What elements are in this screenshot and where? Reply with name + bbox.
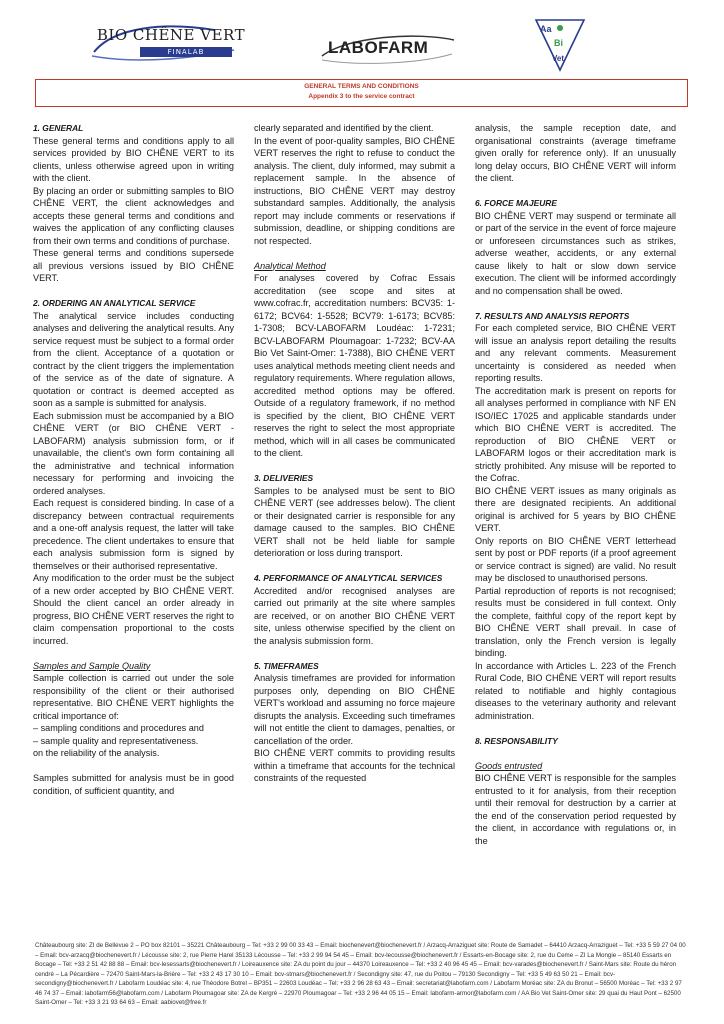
footer-addresses: Châteaubourg site: ZI de Bellevue 2 – PO box 82101 – 35221 Châteaubourg – Tel: +33 2 99 00 33 43 – Email: biochenevert@biochenevert.fr / Arzacq-Arraziguet site: Route de Samadet – 64410 Arzacq-Arraziguet – Tel: +33 5 59 27 04 00 – Email: bcv-arzacq@biochenevert.fr / Lécousse site: 2, rue Pierre Harel 35133 Lécousse – Tel: +33 2 99 94 54 45 – Email: bcv-lecousse@biochenevert.fr / Essarts-en-Bocage site: 2, rue du Ceme – ZI La Mongie – 85140 Essarts en Bocage – Tel: +33 2 51 42 88 88 – Email: bcv-lesessarts@biochenevert.fr / Loireauxence site: ZA du point du jour – 44370 Loireauxence – Tel: +33 2 40 96 45 45 – Email: bcv-varades@biochenevert.fr / Saint-Mars site: Route du héron cendré – La Pécardière – 72470 Saint-Mars-la-Brière – Tel: +33 2 43 17 30 10 – Email: bcv-stmars@biochenevert.fr / Secondigny site: 47, rue du Poitou – 79130 Secondigny – Tel: +33 5 49 63 50 21 – Email: bcv-secondigny@biochenevert.fr / Labofarm Loudéac site: 4, rue Théodore Botrel – BP351 – 22603 Loudéac – Tel: +33 2 96 28 63 43 – Email: secretariat@labofarm.com / Labofarm Moréac site: ZA du Bronut – 56500 Moréac – Tel: +33 2 97 46 74 37 – Email: labofarm56@labofarm.com / Labofarm Ploumagoar site: ZA de Kergré – 22970 Ploumagoar – Tel: +33 2 96 44 05 15 – Email: labofarm-armor@labofarm.com / AA Bio Vet Saint-Omer site: 29 quai du Haut Pont – 62500 Saint-Omer – Tel: +33 3 21 93 64 63 – Email: aabiovet@free.fr: [35, 942, 686, 1006]
paragraph-spacer: [254, 460, 455, 473]
labofarm-logo-text: LABOFARM: [328, 38, 429, 57]
section-heading: 7. RESULTS AND ANALYSIS REPORTS: [475, 310, 630, 321]
paragraph-spacer: [33, 285, 234, 298]
text-column-1: [33, 122, 234, 797]
paragraph: These general terms and conditions supersede all previous versions issued by BIO CHÊNE VERT.: [33, 248, 234, 283]
bio-chene-vert-logo: [84, 22, 254, 72]
paragraph: BIO CHÊNE VERT is responsible for the samples entrusted to it for analysis, from their reception until their removal for destruction by a carrier at the end of the conservation period requested by the client, in accordance with regulations or, in the: [475, 773, 676, 846]
paragraph: Only reports on BIO CHÊNE VERT letterhead sent by post or PDF reports (if a proof agreement or service contract is signed) are valid. No result may be disclosed to unauthorised persons.: [475, 535, 676, 583]
paragraph: on the reliability of the analysis.: [33, 748, 160, 758]
section-heading: 1. GENERAL: [33, 123, 84, 133]
paragraph-spacer: [254, 560, 455, 573]
logo-row: [0, 16, 724, 74]
paragraph: By placing an order or submitting samples to BIO CHÊNE VERT, the client acknowledges and accepts these general terms and conditions and waives the application of any conflicting clauses from their own terms and conditions of purchase.: [33, 185, 234, 246]
subsection-heading: Goods entrusted: [475, 760, 543, 771]
subsection-heading: Analytical Method: [254, 260, 326, 271]
text-column-2: [254, 122, 455, 785]
labofarm-logo: [318, 30, 458, 64]
paragraph: Sample collection is carried out under the sole responsibility of the client or their authorised representative. BIO CHÊNE VERT highlights the critical importance of:: [33, 673, 234, 721]
paragraph: BIO CHÊNE VERT commits to providing results within a timeframe that accounts for the technical constraints of the requested: [254, 748, 455, 783]
paragraph-spacer: [33, 647, 234, 660]
paragraph: Partial reproduction of reports is not recognised; results must be considered in full context. Only the complete, faithful copy of the report kept by BIO CHÊNE VERT shall prevail. In case of translation, only the French version is legally binding.: [475, 585, 676, 658]
paragraph: Samples to be analysed must be sent to BIO CHÊNE VERT (see addresses below). The client or their designated carrier is responsible for any damage caused to the samples. BIO CHÊNE VERT shall not be held liable for sample deterioration or loss during transport.: [254, 485, 455, 558]
paragraph: The analytical service includes conducting analyses and delivering the analytical results. Any service request must be subject to a formal order from the client. Acceptance of a quotation or contract by the client triggers the implementation of the service as of the date of signature. A quotation or contract is deemed accepted as soon as a sample is submitted for analysis.: [33, 310, 234, 408]
bi-letters: Bi: [554, 38, 563, 48]
vet-letters: Vet: [552, 54, 565, 63]
aa-letters: Aa: [540, 24, 552, 34]
paragraph: Accredited and/or recognised analyses are carried out primarily at the site where samples are received, or on another BIO CHÊNE VERT site, unless otherwise specified by the client on the analysis submission form.: [254, 585, 455, 646]
document-title-box: [35, 79, 688, 107]
paragraph: analysis, the sample reception date, and organisational constraints (average timeframe given orally for reference only). If an unusually long delay occurs, BIO CHÊNE VERT will inform the client.: [475, 123, 676, 183]
section-heading: 5. TIMEFRAMES: [254, 660, 319, 671]
section-heading: 3. DELIVERIES: [254, 473, 314, 483]
paragraph: Any modification to the order must be the subject of a new order accepted by BIO CHÊNE VERT. Should the client cancel an order already in progress, BIO CHÊNE VERT reserves the right to claim compensation proportional to the costs incurred.: [33, 573, 234, 646]
aa-bio-vet-logo: [532, 16, 588, 74]
document-title: GENERAL TERMS AND CONDITIONS: [304, 83, 419, 90]
paragraph: Analysis timeframes are provided for information purposes only, depending on BIO CHÊNE VERT's workload and assuming no force majeure disrupts the analysis. Exceeding such timeframes will not entitle the client to damages, penalties, or cancellation of the order.: [254, 673, 455, 746]
section-heading: 6. FORCE MAJEURE: [475, 198, 557, 208]
paragraph-spacer: [33, 760, 234, 773]
paragraph: clearly separated and identified by the client.: [254, 123, 434, 133]
paragraph: In the event of poor-quality samples, BIO CHÊNE VERT reserves the right to refuse to conduct the analysis. The client, duly informed, may submit a replacement sample. In the absence of instructions, BIO CHÊNE VERT may destroy substandard samples. Additionally, the analysis report may include comments or reservations if submission, deadline, or shipping conditions are not respected.: [254, 135, 455, 246]
paragraph-spacer: [254, 647, 455, 660]
section-heading: 4. PERFORMANCE OF ANALYTICAL SERVICES: [254, 573, 443, 583]
text-column-3: [475, 122, 676, 847]
paragraph: For analyses covered by Cofrac Essais accreditation (see scope and sites at www.cofrac.fr, accreditation numbers: BCV35: 1-6172; BCV64: 1-5528; BCV79: 1-6173; BCV85: 1-7308; BCV-LABOFARM Loudéac: 1-7231; BCV-LABOFARM Ploumagoar: 1-7232; BCV-AA Bio Vet Saint-Omer: 1-7388), BIO CHÊNE VERT uses analytical methods meeting client needs and regulatory requirements. Where regulation allows, accredited method options may be offered. Outside of a regulatory framework, if no method is specified by the client, BIO CHÊNE VERT reserves the right to select the most appropriate method, which will in all cases be communicated to the client.: [254, 273, 455, 458]
section-heading: 2. ORDERING AN ANALYTICAL SERVICE: [33, 298, 196, 308]
section-heading: 8. RESPONSABILITY: [475, 735, 558, 746]
paragraph: Each submission must be accompanied by a BIO CHÊNE VERT (or BIO CHÊNE VERT - LABOFARM) analysis submission form, or if unavailable, the client's own form containing all the administrative and technical information necessary for performing and invoicing the ordered analyses.: [33, 410, 234, 496]
document-subtitle: Appendix 3 to the service contract: [308, 93, 415, 100]
paragraph-spacer: [475, 722, 676, 735]
paragraph-spacer: [475, 185, 676, 198]
paragraph-spacer: [475, 297, 676, 310]
paragraph: These general terms and conditions apply to all services provided by BIO CHÊNE VERT to its clients, unless otherwise agreed upon in writing with the client.: [33, 135, 234, 183]
paragraph: Samples submitted for analysis must be in good condition, of sufficient quantity, and: [33, 773, 234, 796]
paragraph: Each request is considered binding. In case of a discrepancy between contractual requirements and a one-off analysis request, the latter will take precedence. The client undertakes to ensure that each analysis submission form is signed by themselves or their authorised representative.: [33, 498, 234, 571]
paragraph-spacer: [475, 747, 676, 760]
paragraph: In accordance with Articles L. 223 of the French Rural Code, BIO CHÊNE VERT will report results related to notifiable and highly contagious diseases to the veterinary authority and relevant administration.: [475, 660, 676, 721]
paragraph: BIO CHÊNE VERT issues as many originals as there are designated recipients. An additional original is archived for 5 years by BIO CHÊNE VERT.: [475, 485, 676, 533]
paragraph-spacer: [254, 247, 455, 260]
paragraph: The accreditation mark is present on reports for all analyses performed in compliance with NF EN ISO/IEC 17025 and applicable standards under which BIO CHÊNE VERT is accredited. The reproduction of BIO CHÊNE VERT or LABOFARM logos or their accreditation mark is strictly prohibited. Any misuse will be reported to the Cofrac.: [475, 385, 676, 483]
paragraph: For each completed service, BIO CHÊNE VERT will issue an analysis report detailing the results and any relevant comments. Measurement uncertainty is considered as needed when reporting results.: [475, 323, 676, 383]
paragraph: – sampling conditions and procedures and: [33, 723, 204, 733]
bcv-logo-subtext: FINALAB: [140, 47, 232, 57]
bcv-logo-text: BIO CHÊNE VERT: [96, 26, 246, 44]
subsection-heading: Samples and Sample Quality: [33, 660, 151, 671]
paragraph: BIO CHÊNE VERT may suspend or terminate all or part of the service in the event of force majeure or unforeseen circumstances such as strikes, adverse weather, accidents, or any external cause likely to halt or slow down service execution. The client will be informed accordingly and no compensation shall be owed.: [475, 210, 676, 296]
paragraph: – sample quality and representativeness.: [33, 735, 199, 746]
